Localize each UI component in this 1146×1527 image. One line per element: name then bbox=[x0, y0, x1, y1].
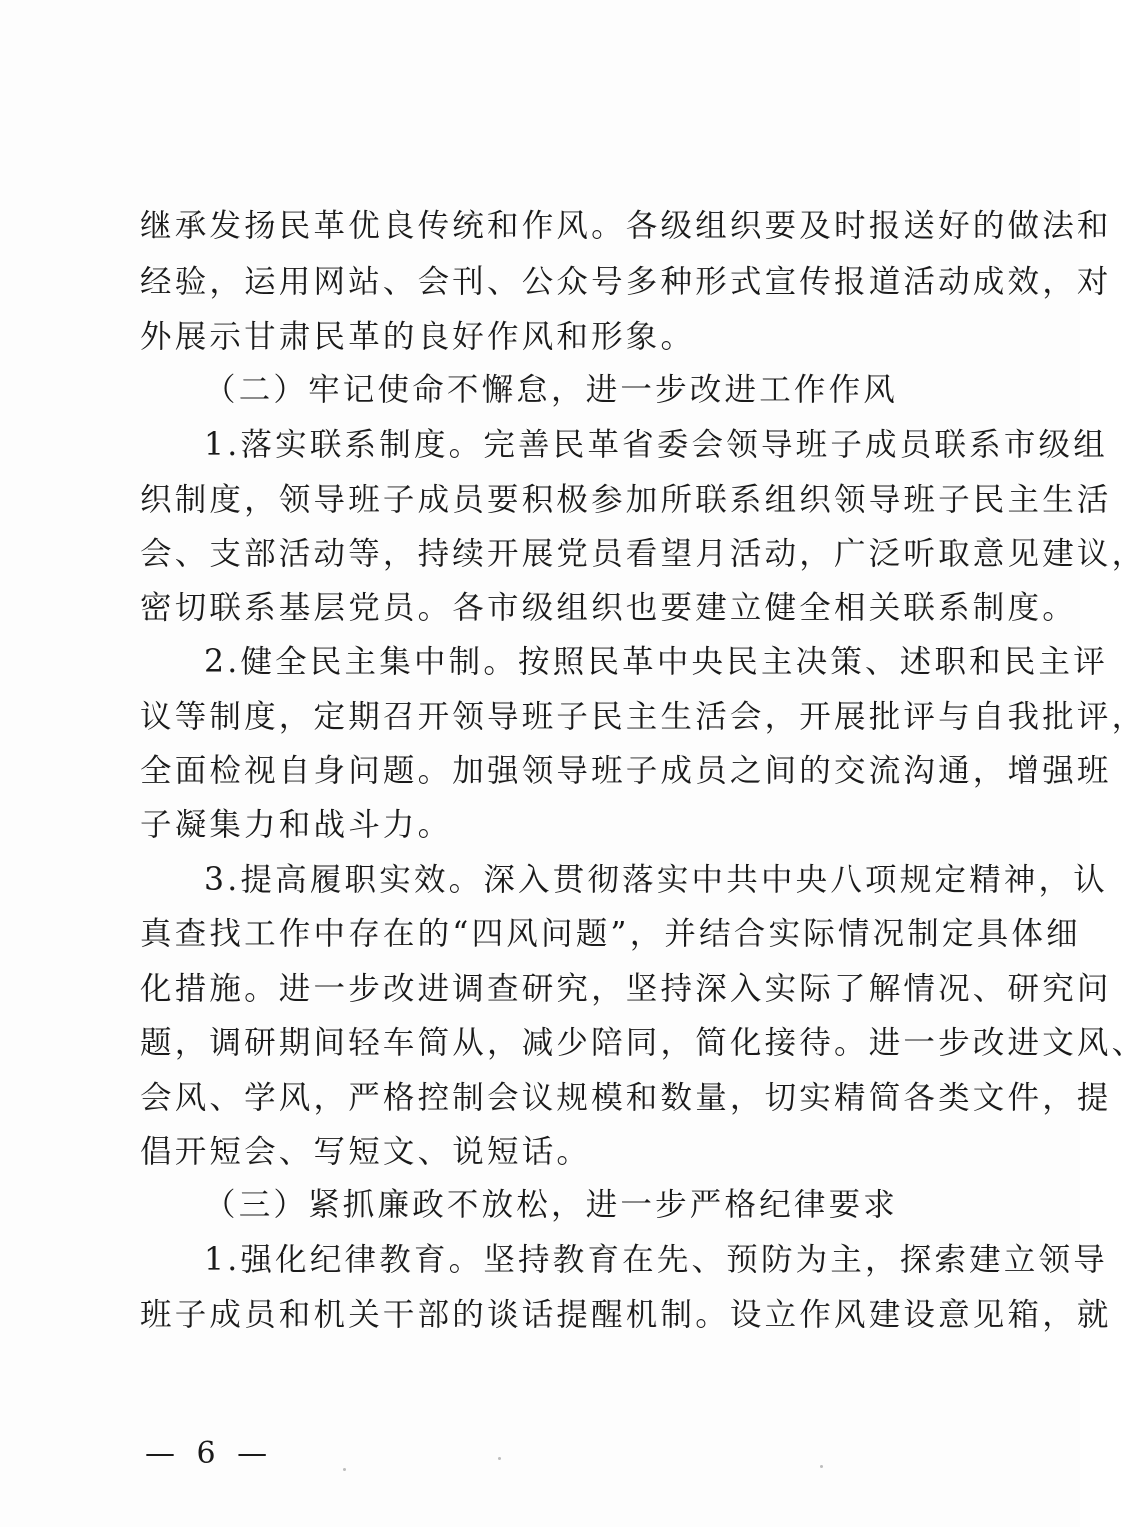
body-text-line: 议等制度，定期召开领导班子民主生活会，开展批评与自我批评， bbox=[140, 699, 1146, 735]
body-text-line: 题，调研期间轻车简从，减少陪同，简化接待。进一步改进文风、 bbox=[140, 1025, 1146, 1061]
body-text-line: 会、支部活动等，持续开展党员看望月活动，广泛听取意见建议， bbox=[140, 536, 1146, 572]
scan-speck bbox=[820, 1465, 823, 1468]
body-text-line: 密切联系基层党员。各市级组织也要建立健全相关联系制度。 bbox=[140, 590, 1077, 626]
body-text-line: 2.健全民主集中制。按照民革中央民主决策、述职和民主评 bbox=[204, 644, 1108, 680]
scan-speck bbox=[498, 1457, 501, 1460]
body-text-line: 班子成员和机关干部的谈话提醒机制。设立作风建设意见箱，就 bbox=[140, 1297, 1112, 1333]
body-text-line: 外展示甘肃民革的良好作风和形象。 bbox=[140, 319, 696, 355]
scan-speck bbox=[343, 1468, 346, 1471]
body-text-line: 化措施。进一步改进调查研究，坚持深入实际了解情况、研究问 bbox=[140, 971, 1112, 1007]
page-number: — 6 — bbox=[145, 1436, 274, 1471]
body-text-line: 经验，运用网站、会刊、公众号多种形式宣传报道活动成效，对 bbox=[140, 264, 1112, 300]
body-text-line: 倡开短会、写短文、说短话。 bbox=[140, 1134, 592, 1170]
body-text-line: 1.强化纪律教育。坚持教育在先、预防为主，探索建立领导 bbox=[204, 1242, 1108, 1278]
body-text-line: 会风、学风，严格控制会议规模和数量，切实精简各类文件，提 bbox=[140, 1080, 1112, 1116]
body-text-line: 继承发扬民革优良传统和作风。各级组织要及时报送好的做法和 bbox=[140, 208, 1112, 244]
body-text-line: 子凝集力和战斗力。 bbox=[140, 807, 453, 843]
body-text-line: 全面检视自身问题。加强领导班子成员之间的交流沟通，增强班 bbox=[140, 753, 1112, 789]
section-heading: （二）牢记使命不懈怠，进一步改进工作作风 bbox=[204, 372, 899, 408]
body-text-line: 真查找工作中存在的“四风问题”，并结合实际情况制定具体细 bbox=[140, 916, 1081, 952]
body-text-line: 1.落实联系制度。完善民革省委会领导班子成员联系市级组 bbox=[204, 427, 1108, 463]
body-text-line: 3.提高履职实效。深入贯彻落实中共中央八项规定精神，认 bbox=[204, 862, 1108, 898]
section-heading: （三）紧抓廉政不放松，进一步严格纪律要求 bbox=[204, 1187, 899, 1223]
body-text-line: 织制度，领导班子成员要积极参加所联系组织领导班子民主生活 bbox=[140, 482, 1112, 518]
